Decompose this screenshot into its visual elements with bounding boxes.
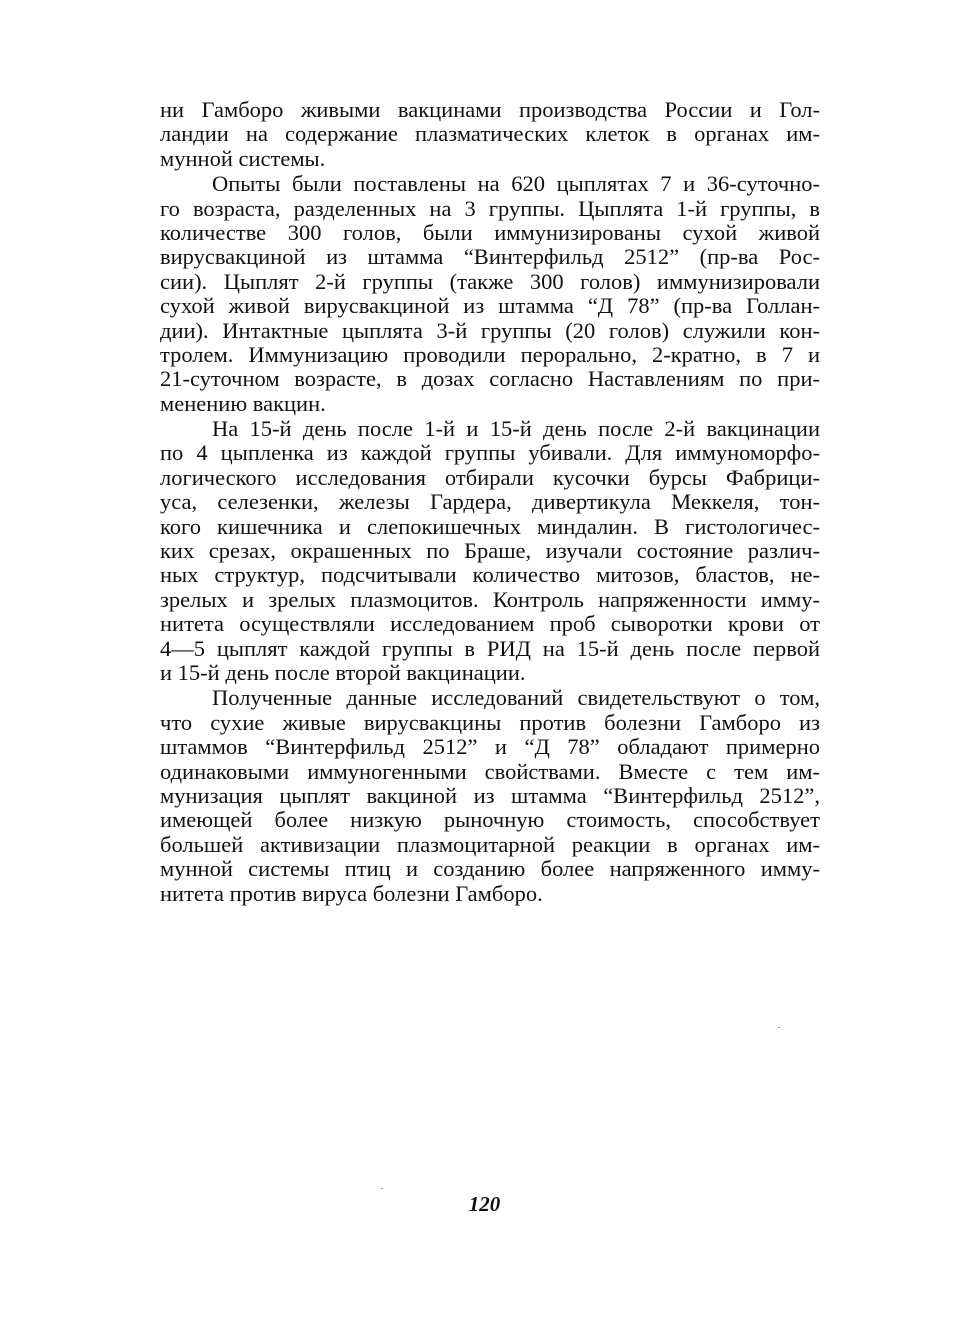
text-line: что сухие живые вирусвакцины против болезни Гамборо из xyxy=(160,710,820,735)
page-number: 120 xyxy=(468,1192,501,1216)
page-body xyxy=(160,98,820,906)
text-line: Опыты были поставлены на 620 цыплятах 7 и 36-суточно- xyxy=(212,172,820,197)
text-line: нитета осуществляли исследованием проб сыворотки крови от xyxy=(160,612,820,637)
paragraph-3 xyxy=(160,417,820,685)
text-line: по 4 цыпленка из каждой группы убивали. Для иммуноморфо- xyxy=(160,441,820,466)
text-line: ни Гамборо живыми вакцинами производства России и Гол- xyxy=(160,98,820,122)
text-line: количестве 300 голов, были иммунизированы сухой живой xyxy=(160,220,820,245)
text-line: менению вакцин. xyxy=(160,391,326,416)
text-line: 21-суточном возрасте, в дозах согласно Наставлениям по при- xyxy=(160,367,820,392)
text-line: Полученные данные исследований свидетельствуют о том, xyxy=(212,686,820,711)
text-line: На 15-й день после 1-й и 15-й день после 2-й вакцинации xyxy=(212,417,820,442)
paragraph-4 xyxy=(160,686,820,906)
text-line: мунной системы птиц и созданию более напряженного имму- xyxy=(160,857,820,882)
text-line: и 15-й день после второй вакцинации. xyxy=(160,660,526,685)
text-line: мунной системы. xyxy=(160,146,326,171)
text-line: дии). Интактные цыплята 3-й группы (20 голов) служили кон- xyxy=(160,318,820,343)
text-line: ландии на содержание плазматических клеток в органах им- xyxy=(160,122,820,147)
text-line: логического исследования отбирали кусочки бурсы Фабрици- xyxy=(160,465,820,490)
text-line: го возраста, разделенных на 3 группы. Цыплята 1-й группы, в xyxy=(160,196,820,221)
scan-speck xyxy=(381,1188,383,1189)
text-line: вирусвакциной из штамма “Винтерфильд 2512” (пр-ва Рос- xyxy=(160,245,820,270)
text-line: сухой живой вирусвакциной из штамма “Д 78” (пр-ва Голлан- xyxy=(160,294,820,319)
text-line: ких срезах, окрашенных по Браше, изучали состояние различ- xyxy=(160,539,820,564)
text-line: уса, селезенки, железы Гардера, дивертикула Меккеля, тон- xyxy=(160,490,820,515)
paragraph-2 xyxy=(160,172,820,416)
text-line: тролем. Иммунизацию проводили перорально, 2-кратно, в 7 и xyxy=(160,342,820,367)
text-line: зрелых и зрелых плазмоцитов. Контроль напряженности имму- xyxy=(160,587,820,612)
scan-speck xyxy=(778,1027,780,1028)
text-line: имеющей более низкую рыночную стоимость, способствует xyxy=(160,808,820,833)
text-line: кого кишечника и слепокишечных миндалин. В гистологичес- xyxy=(160,514,820,539)
text-line: штаммов “Винтерфильд 2512” и “Д 78” обладают примерно xyxy=(160,735,820,760)
text-line: нитета против вируса болезни Гамборо. xyxy=(160,881,543,906)
text-line: большей активизации плазмоцитарной реакции в органах им- xyxy=(160,832,820,857)
paragraph-1 xyxy=(160,98,820,171)
text-line: одинаковыми иммуногенными свойствами. Вместе с тем им- xyxy=(160,759,820,784)
text-line: ных структур, подсчитывали количество митозов, бластов, не- xyxy=(160,563,820,588)
text-line: 4—5 цыплят каждой группы в РИД на 15-й день после первой xyxy=(160,636,820,661)
text-line: мунизация цыплят вакциной из штамма “Винтерфильд 2512”, xyxy=(160,783,820,808)
text-line: сии). Цыплят 2-й группы (также 300 голов) иммунизировали xyxy=(160,269,820,294)
